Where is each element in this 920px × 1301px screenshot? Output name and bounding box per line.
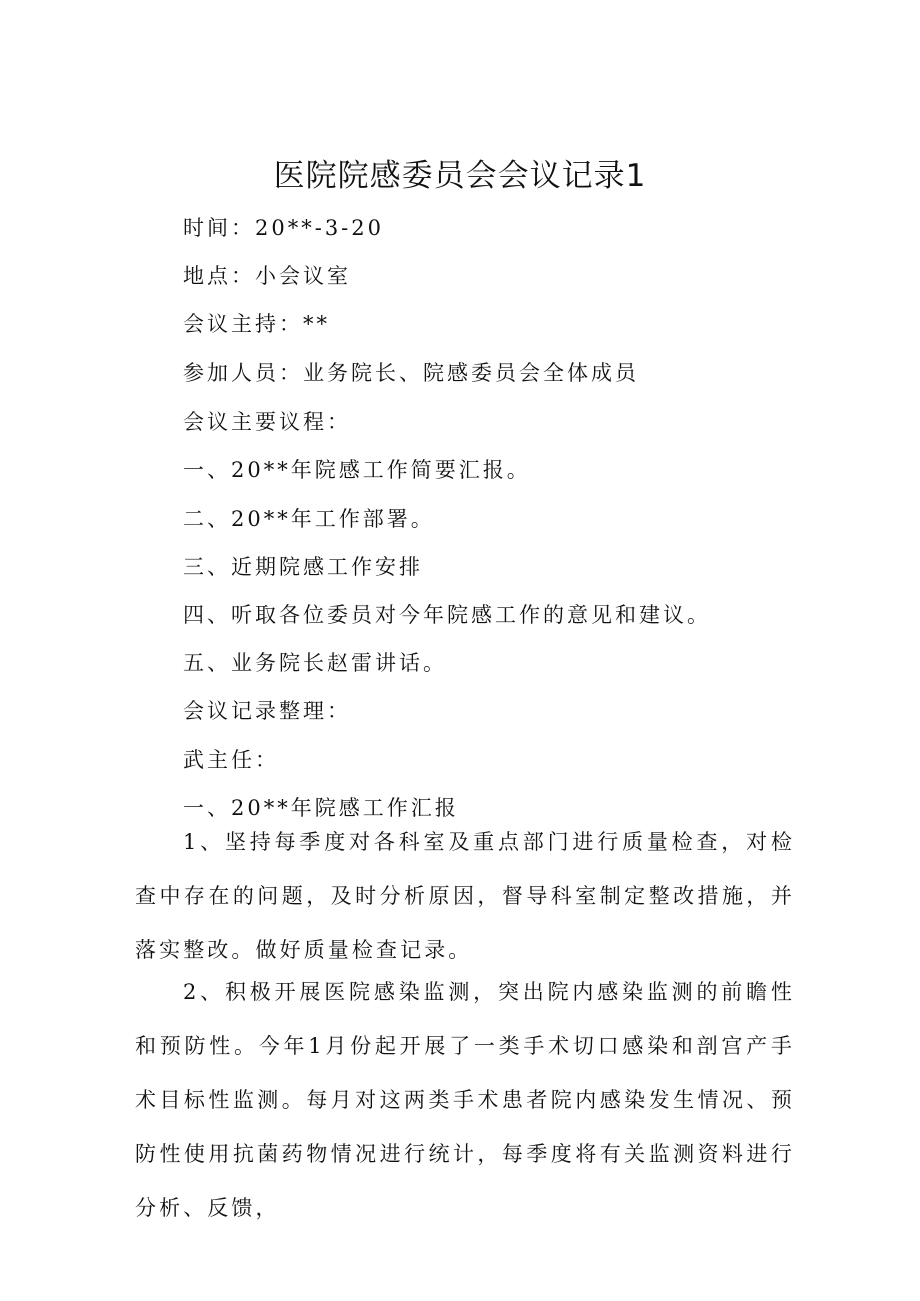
section-heading: 一、20**年院感工作汇报 xyxy=(183,796,459,820)
meeting-host: 会议主持：** xyxy=(183,312,330,336)
agenda-item-4: 四、听取各位委员对今年院感工作的意见和建议。 xyxy=(183,603,711,627)
speaker-label: 武主任： xyxy=(183,748,279,772)
agenda-item-2: 二、20**年工作部署。 xyxy=(183,507,435,531)
meeting-location: 地点：小会议室 xyxy=(183,264,351,288)
agenda-item-1: 一、20**年院感工作简要汇报。 xyxy=(183,458,531,482)
paragraph-quality-inspection: 1、坚持每季度对各科室及重点部门进行质量检查，对检查中存在的问题，及时分析原因，督导科室制定整改措施，并落实整改。做好质量检查记录。 xyxy=(135,830,795,962)
paragraph-infection-monitoring: 2、积极开展医院感染监测，突出院内感染监测的前瞻性和预防性。今年1月份起开展了一类手术切口感染和剖宫产手术目标性监测。每月对这两类手术患者院内感染发生情况、预防性使用抗菌药物情况进行统计，每季度将有关监测资料进行分析、反馈， xyxy=(135,980,795,1220)
agenda-item-3: 三、近期院感工作安排 xyxy=(183,555,423,579)
minutes-heading: 会议记录整理： xyxy=(183,699,351,723)
meeting-attendees: 参加人员：业务院长、院感委员会全体成员 xyxy=(183,361,639,385)
meeting-time: 时间：20**-3-20 xyxy=(183,216,384,240)
agenda-heading: 会议主要议程： xyxy=(183,410,351,434)
document-title: 医院院感委员会会议记录1 xyxy=(273,158,647,194)
agenda-item-5: 五、业务院长赵雷讲话。 xyxy=(183,651,447,675)
